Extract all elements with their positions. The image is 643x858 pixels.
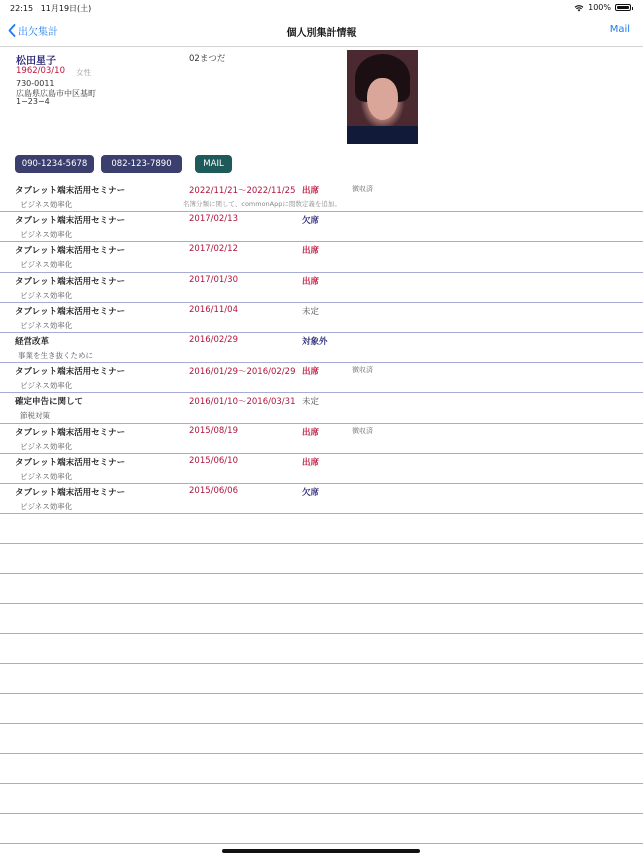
phone2-button[interactable]: 082-123-7890 xyxy=(101,155,182,173)
event-title: タブレット端末活用セミナー xyxy=(15,186,126,196)
event-title: タブレット端末活用セミナー xyxy=(15,367,126,378)
event-subtitle: ビジネス効率化 xyxy=(20,320,73,330)
event-date: 2016/02/29 xyxy=(189,334,238,345)
address-line-1: 広島県広島市中区基町 xyxy=(16,89,96,98)
attendance-status: 未定 xyxy=(302,397,320,408)
address-line-2: 1−23−4 xyxy=(16,97,50,106)
empty-row xyxy=(0,574,643,604)
member-name: 松田星子 xyxy=(16,56,56,67)
navigation-bar xyxy=(0,14,643,47)
event-date: 2017/02/13 xyxy=(189,214,238,225)
battery-icon xyxy=(615,4,631,11)
battery-percent: 100% xyxy=(588,3,611,12)
member-photo xyxy=(347,50,418,144)
table-row[interactable] xyxy=(0,273,643,303)
attendance-status: 出席 xyxy=(302,186,320,196)
event-title: タブレット端末活用セミナー xyxy=(15,457,126,468)
postal-code: 730-0011 xyxy=(16,79,55,88)
event-subtitle: ビジネス効率化 xyxy=(20,381,73,391)
event-date: 2015/06/10 xyxy=(189,455,238,466)
back-label: 出欠集計 xyxy=(18,27,58,38)
event-title: 経営改革 xyxy=(15,336,50,347)
birth-date: 1962/03/10 xyxy=(16,66,65,76)
table-row[interactable] xyxy=(0,182,643,212)
phone1-button[interactable]: 090-1234-5678 xyxy=(15,155,94,173)
event-date: 2022/11/21〜2022/11/25 xyxy=(189,186,296,196)
page-title: 個人別集計情報 xyxy=(286,28,357,39)
event-subtitle: ビジネス効率化 xyxy=(20,441,73,451)
status-bar xyxy=(0,0,643,14)
gender: 女性 xyxy=(76,68,91,77)
event-title: タブレット端末活用セミナー xyxy=(15,427,126,438)
table-row[interactable] xyxy=(0,424,643,454)
table-row[interactable] xyxy=(0,212,643,242)
status-time: 22:15 11月19日(土) xyxy=(10,4,92,13)
event-subtitle: ビジネス効率化 xyxy=(20,200,73,209)
empty-row xyxy=(0,694,643,724)
event-title: タブレット端末活用セミナー xyxy=(15,246,126,257)
empty-row xyxy=(0,754,643,784)
empty-row xyxy=(0,514,643,544)
event-date: 2017/01/30 xyxy=(189,274,238,285)
event-date: 2015/08/19 xyxy=(189,425,238,436)
group-name: 02まつだ xyxy=(189,54,226,64)
attendance-status: 出席 xyxy=(302,367,320,378)
status-right xyxy=(574,3,631,12)
empty-row xyxy=(0,544,643,574)
table-row[interactable] xyxy=(0,303,643,333)
attendance-status: 対象外 xyxy=(302,336,328,347)
table-row[interactable] xyxy=(0,454,643,484)
attendance-status: 欠席 xyxy=(302,216,320,227)
event-title: タブレット端末活用セミナー xyxy=(15,487,126,498)
event-subtitle: 節税対策 xyxy=(20,411,50,421)
home-indicator xyxy=(222,849,420,853)
attendance-list xyxy=(0,182,643,844)
empty-row xyxy=(0,634,643,664)
event-date: 2017/02/12 xyxy=(189,244,238,255)
event-note: 名簿分類に関して、commonAppに閲数定義を追加。 xyxy=(183,200,341,208)
mail-button[interactable]: MAIL xyxy=(195,155,232,173)
wifi-icon xyxy=(574,4,584,12)
attendance-status: 出席 xyxy=(302,427,320,438)
attendance-status: 出席 xyxy=(302,276,320,287)
attendance-status: 出席 xyxy=(302,457,320,468)
event-subtitle: ビジネス効率化 xyxy=(20,471,73,481)
attendance-status: 欠席 xyxy=(302,487,320,498)
event-title: タブレット端末活用セミナー xyxy=(15,276,126,287)
event-date: 2015/06/06 xyxy=(189,485,238,496)
table-row[interactable] xyxy=(0,363,643,393)
empty-row xyxy=(0,814,643,844)
table-row[interactable] xyxy=(0,242,643,272)
event-subtitle: ビジネス効率化 xyxy=(20,260,73,270)
table-row[interactable] xyxy=(0,484,643,514)
event-subtitle: ビジネス効率化 xyxy=(20,230,73,240)
fee-status: 徴収済 xyxy=(352,366,373,375)
empty-row xyxy=(0,604,643,634)
mail-nav-button[interactable]: Mail xyxy=(609,24,630,35)
event-date: 2016/01/10〜2016/03/31 xyxy=(189,397,296,408)
fee-status: 徴収済 xyxy=(352,426,373,435)
event-title: タブレット端末活用セミナー xyxy=(15,306,126,317)
attendance-status: 出席 xyxy=(302,246,320,257)
event-subtitle: ビジネス効率化 xyxy=(20,290,73,300)
attendance-status: 未定 xyxy=(302,306,320,317)
profile-section xyxy=(0,47,643,155)
table-row[interactable] xyxy=(0,393,643,423)
event-subtitle: ビジネス効率化 xyxy=(20,501,73,511)
empty-row xyxy=(0,664,643,694)
empty-row xyxy=(0,724,643,754)
event-title: 確定申告に関して xyxy=(15,397,84,408)
event-date: 2016/11/04 xyxy=(189,304,238,315)
empty-row xyxy=(0,784,643,814)
table-row[interactable] xyxy=(0,333,643,363)
event-subtitle: 事業を生き抜くために xyxy=(18,350,93,360)
fee-status: 徴収済 xyxy=(352,185,373,193)
event-title: タブレット端末活用セミナー xyxy=(15,216,126,227)
event-date: 2016/01/29〜2016/02/29 xyxy=(189,367,296,378)
contact-buttons xyxy=(0,155,643,175)
